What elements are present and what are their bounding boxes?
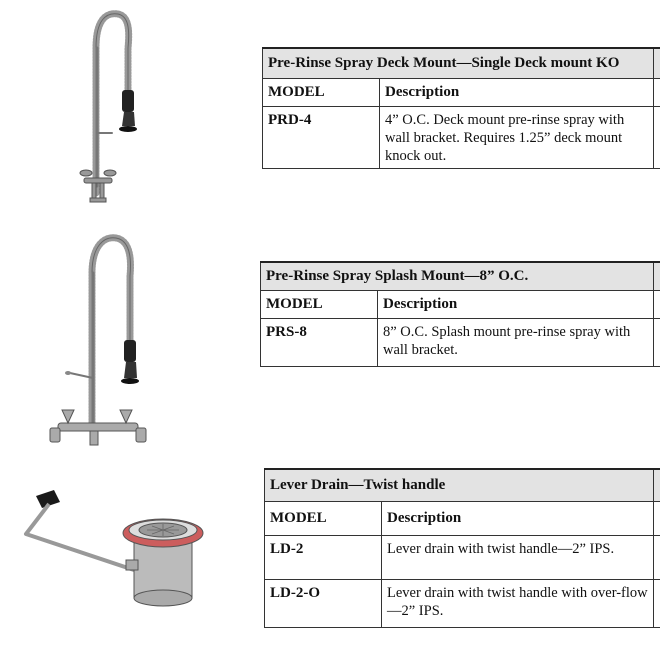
model-cell: PRS-8 (261, 318, 378, 366)
model-cell: LD-2-O (265, 579, 382, 627)
table-title: Lever Drain—Twist handle (265, 469, 654, 501)
column-header-model: MODEL (265, 501, 382, 535)
table-row (265, 579, 660, 627)
splash-mount-spray-image (40, 228, 150, 453)
table-cell-blank (654, 469, 660, 501)
table-cell-blank (654, 48, 660, 78)
model-cell: PRD-4 (263, 106, 380, 168)
model-cell: LD-2 (265, 535, 382, 579)
column-header-model: MODEL (261, 290, 378, 318)
column-header-description: Description (378, 290, 654, 318)
table-cell-blank (654, 501, 660, 535)
column-header-description: Description (380, 78, 654, 106)
deck-mount-spray-image (72, 8, 142, 213)
table-row (263, 106, 660, 168)
lever-drain-image (14, 488, 219, 618)
table-title: Pre-Rinse Spray Splash Mount—8” O.C. (261, 262, 654, 290)
spec-table-deck-mount (262, 47, 660, 169)
table-cell-blank (654, 262, 660, 290)
description-cell: 8” O.C. Splash mount pre-rinse spray with wall bracket. (378, 318, 654, 366)
table-cell-blank (654, 318, 660, 366)
table-row (261, 318, 660, 366)
table-row (265, 535, 660, 579)
column-header-model: MODEL (263, 78, 380, 106)
description-cell: Lever drain with twist handle—2” IPS. (382, 535, 654, 579)
description-cell: 4” O.C. Deck mount pre-rinse spray with wall bracket. Requires 1.25” deck mount knock out. (380, 106, 654, 168)
table-cell-blank (654, 106, 660, 168)
table-cell-blank (654, 290, 660, 318)
description-cell: Lever drain with twist handle with over-flow—2” IPS. (382, 579, 654, 627)
table-cell-blank (654, 78, 660, 106)
table-cell-blank (654, 579, 660, 627)
spec-table-splash-mount (260, 261, 660, 367)
spec-table-lever-drain (264, 468, 660, 628)
column-header-description: Description (382, 501, 654, 535)
table-cell-blank (654, 535, 660, 579)
table-title: Pre-Rinse Spray Deck Mount—Single Deck mount KO (263, 48, 654, 78)
